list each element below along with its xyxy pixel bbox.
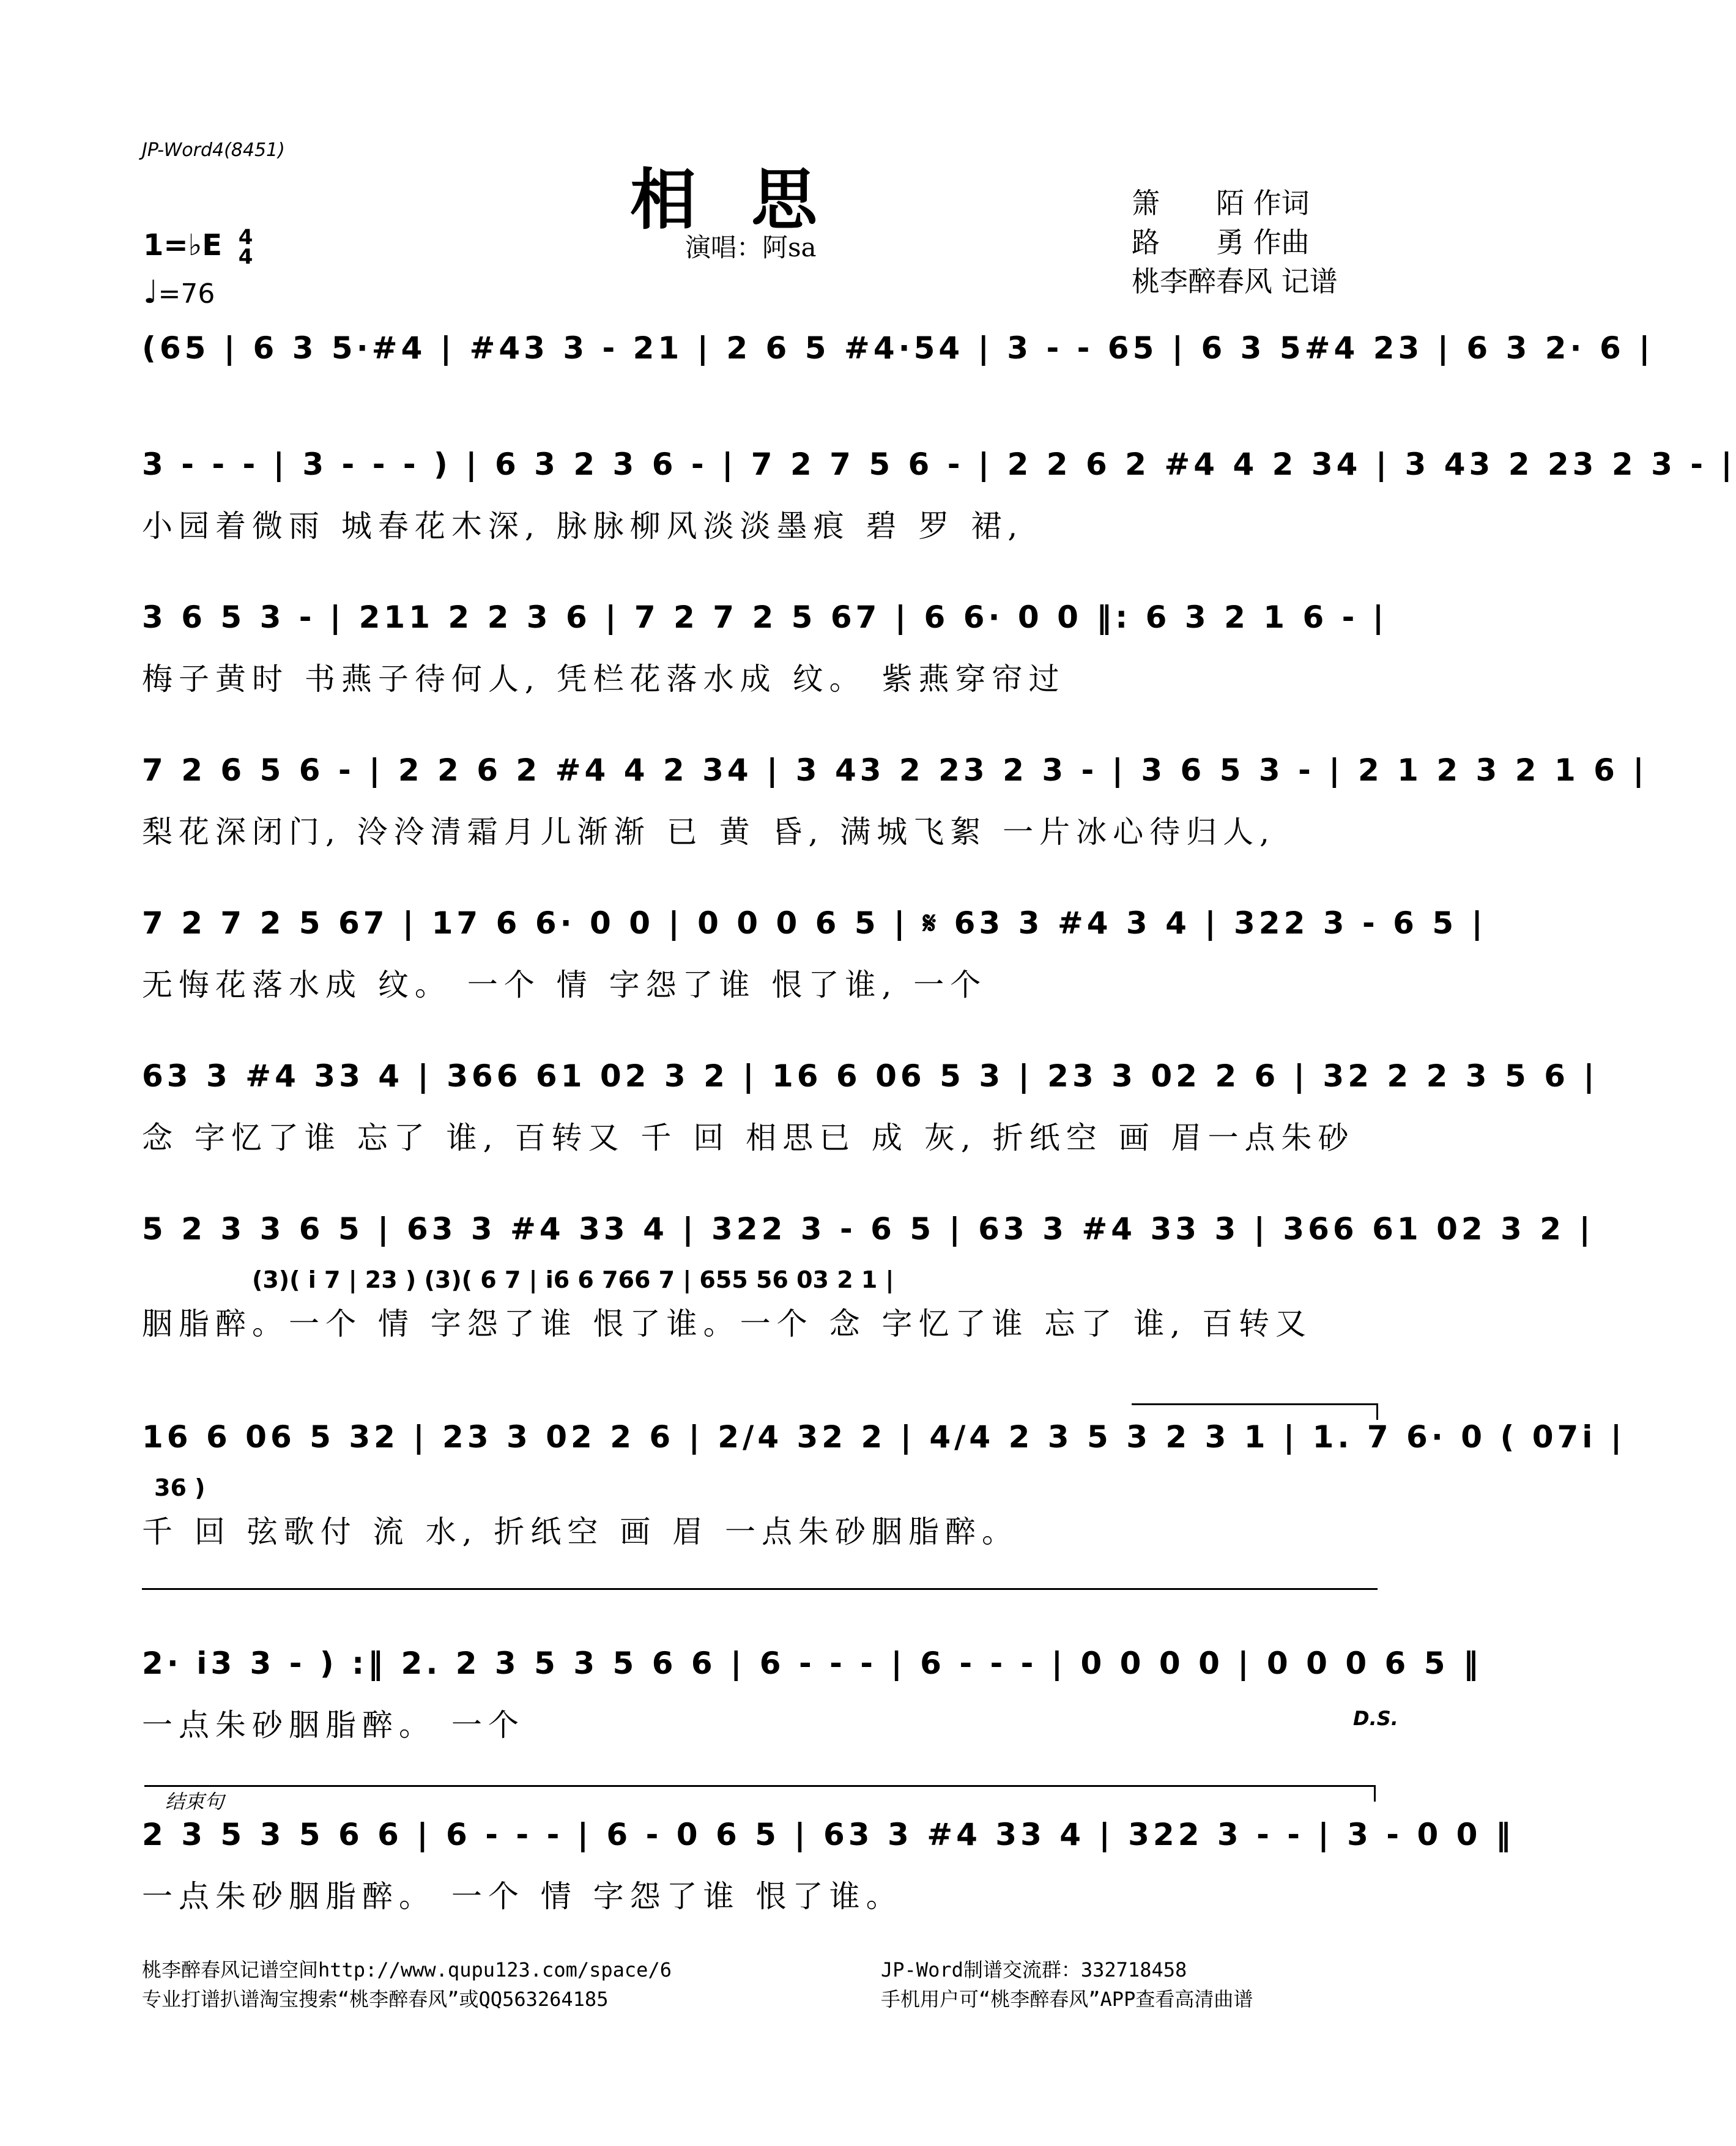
footer-contact: 专业打谱扒谱淘宝搜索“桃李醉春风”或QQ563264185 xyxy=(142,1988,609,2011)
score-row-10 xyxy=(142,1817,1515,1915)
notation-line: 3 6 5 3 - | 211 2 2 3 6 | 7 2 7 2 5 67 | 6 6· 0 0 ‖: 6 3 2 1 6 - | xyxy=(142,600,1388,635)
song-title: 相思 xyxy=(630,162,873,239)
time-signature-bottom: 4 xyxy=(238,245,253,269)
software-label: JP-Word4(8451) xyxy=(142,139,285,161)
score-row-1 xyxy=(142,330,1654,428)
lyrics-line: 小园着微雨 城春花木深, 脉脉柳风淡淡墨痕 碧 罗 裙, xyxy=(142,508,1024,544)
lyrics-line: 梅子黄时 书燕子待何人, 凭栏花落水成 纹。 紫燕穿帘过 xyxy=(142,661,1066,697)
notation-line: 63 3 #4 33 4 | 366 61 02 3 2 | 16 6 06 5 3 | 23 3 02 2 6 | 32 2 2 3 5 6 | xyxy=(142,1058,1598,1094)
lyrics-line: 胭脂醉。一个 情 字怨了谁 恨了谁。一个 念 字忆了谁 忘了 谁, 百转又 xyxy=(142,1306,1313,1342)
notation-line: 16 6 06 5 32 | 23 3 02 2 6 | 2/4 32 2 | 4/4 2 3 5 3 2 3 1 | 1. 7 6· 0 ( 07i | xyxy=(142,1419,1626,1455)
dal-segno-mark: D.S. xyxy=(1353,1707,1398,1730)
lyrics-line: 一点朱砂胭脂醉。 一个 xyxy=(142,1707,525,1743)
score-row-7 xyxy=(142,1211,1594,1342)
alternate-notation-line: 36 ) xyxy=(154,1474,206,1501)
lyrics-line: 梨花深闭门, 泠泠清霜月儿渐渐 已 黄 昏, 满城飞絮 一片冰心待归人, xyxy=(142,814,1276,850)
transcriber-credit: 桃李醉春风 记谱 xyxy=(1132,265,1338,298)
quarter-note-icon: ♩ xyxy=(143,274,158,311)
key-signature xyxy=(143,225,253,269)
volta-line xyxy=(142,1588,1378,1605)
notation-line: (65 | 6 3 5·#4 | #43 3 - 21 | 2 6 5 #4·54 | 3 - - 65 | 6 3 5#4 23 | 6 3 2· 6 | xyxy=(142,330,1654,366)
score-row-6 xyxy=(142,1058,1598,1156)
key-label: 1=♭E xyxy=(143,228,223,262)
score-row-2 xyxy=(142,447,1736,544)
lyrics-line: 一点朱砂胭脂醉。 一个 情 字怨了谁 恨了谁。 xyxy=(142,1879,903,1914)
footer-right xyxy=(881,1955,1253,2014)
notation-line: 2 3 5 3 5 6 6 | 6 - - - | 6 - 0 6 5 | 63 3 #4 33 4 | 322 3 - - | 3 - 0 0 ‖ xyxy=(142,1817,1515,1852)
notation-line: 3 - - - | 3 - - - ) | 6 3 2 3 6 - | 7 2 7 5 6 - | 2 2 6 2 #4 4 2 34 | 3 43 2 23 2 3 - | xyxy=(142,447,1736,482)
time-signature-top: 4 xyxy=(238,225,253,250)
tempo-value: =76 xyxy=(158,278,215,310)
singer-credit: 演唱：阿sa xyxy=(685,232,817,262)
lyricist-credit: 箫 陌 作词 xyxy=(1132,187,1310,220)
alternate-notation-line: (3)( i 7 | 23 ) (3)( 6 7 | i6 6 766 7 | 655 56 03 2 1 | xyxy=(252,1266,894,1293)
footer-website: 桃李醉春风记谱空间http://www.qupu123.com/space/6 xyxy=(142,1958,672,1981)
credits-block xyxy=(1132,184,1338,301)
lyrics-line: 无悔花落水成 纹。 一个 情 字怨了谁 恨了谁, 一个 xyxy=(142,967,987,1003)
ending-section-label: 结束句 xyxy=(165,1790,224,1813)
first-ending-bracket xyxy=(1132,1403,1378,1420)
tempo-marking xyxy=(143,274,215,311)
notation-line: 7 2 6 5 6 - | 2 2 6 2 #4 4 2 34 | 3 43 2 23 2 3 - | 3 6 5 3 - | 2 1 2 3 2 1 6 | xyxy=(142,752,1648,788)
notation-line: 7 2 7 2 5 67 | 17 6 6· 0 0 | 0 0 0 6 5 | 𝄋 63 3 #4 3 4 | 322 3 - 6 5 | xyxy=(142,905,1486,941)
footer-app: 手机用户可“桃李醉春风”APP查看高清曲谱 xyxy=(881,1988,1253,2011)
score-row-8 xyxy=(142,1419,1626,1550)
score-row-4 xyxy=(142,752,1648,850)
footer-group: JP-Word制谱交流群：332718458 xyxy=(881,1958,1187,1981)
lyrics-line: 千 回 弦歌付 流 水, 折纸空 画 眉 一点朱砂胭脂醉。 xyxy=(142,1514,1019,1550)
lyrics-line xyxy=(142,385,1380,428)
time-signature xyxy=(238,225,253,269)
notation-line: 2· i3 3 - ) :‖ 2. 2 3 5 3 5 6 6 | 6 - - - | 6 - - - | 0 0 0 0 | 0 0 0 6 5 ‖ xyxy=(142,1646,1482,1681)
score-row-3 xyxy=(142,600,1388,697)
lyrics-line: 念 字忆了谁 忘了 谁, 百转又 千 回 相思已 成 灰, 折纸空 画 眉一点朱砂 xyxy=(142,1120,1355,1156)
score-row-9 xyxy=(142,1646,1482,1743)
score-row-5 xyxy=(142,905,1486,1003)
composer-credit: 路 勇 作曲 xyxy=(1132,226,1310,259)
footer-left xyxy=(142,1955,672,2014)
notation-line: 5 2 3 3 6 5 | 63 3 #4 33 4 | 322 3 - 6 5 | 63 3 #4 33 3 | 366 61 02 3 2 | xyxy=(142,1211,1594,1247)
ending-section-bracket xyxy=(144,1785,1376,1802)
